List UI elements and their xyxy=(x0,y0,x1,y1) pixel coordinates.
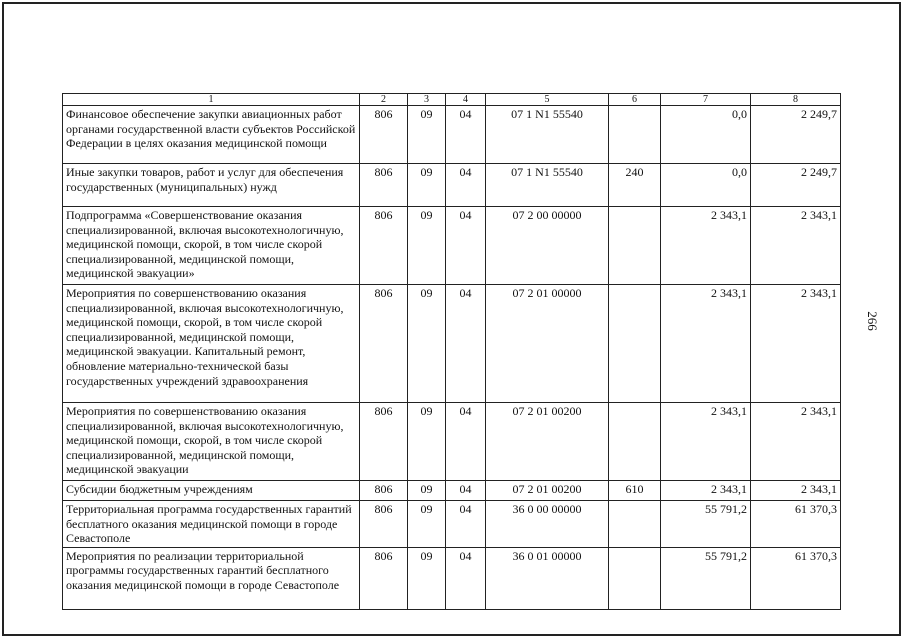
row-name: Мероприятия по реализации территориальной программы государственных гарантий бесплатного оказания медицинской помощи в городе Севастополе xyxy=(63,547,360,609)
row-col-2: 806 xyxy=(360,547,408,609)
row-name: Территориальная программа государственных гарантий бесплатного оказания медицинской помощи в городе Севастополе xyxy=(63,501,360,548)
row-col-3: 09 xyxy=(408,547,446,609)
page-number: 266 xyxy=(864,311,880,331)
row-col-3: 09 xyxy=(408,207,446,285)
row-col-7: 55 791,2 xyxy=(661,547,751,609)
table-row xyxy=(63,481,841,501)
row-col-4: 04 xyxy=(446,403,486,481)
row-col-4: 04 xyxy=(446,106,486,164)
row-col-2: 806 xyxy=(360,164,408,207)
row-col-7: 2 343,1 xyxy=(661,285,751,403)
row-col-4: 04 xyxy=(446,501,486,548)
row-col-8: 2 343,1 xyxy=(751,207,841,285)
row-col-2: 806 xyxy=(360,207,408,285)
table-row xyxy=(63,403,841,481)
row-col-5: 07 2 01 00000 xyxy=(486,285,609,403)
row-col-7: 55 791,2 xyxy=(661,501,751,548)
row-col-4: 04 xyxy=(446,164,486,207)
row-col-3: 09 xyxy=(408,164,446,207)
row-name: Мероприятия по совершенствованию оказания специализированной, включая высокотехнологичную, медицинской помощи, скорой, в том числе скорой специализированной, медицинской помощи, медицинской эвакуации. Капитальный ремонт, обновление материально-технической базы государственных учреждений здравоохранения xyxy=(63,285,360,403)
row-col-3: 09 xyxy=(408,285,446,403)
row-col-8: 2 343,1 xyxy=(751,285,841,403)
row-col-6: 240 xyxy=(609,164,661,207)
row-col-8: 61 370,3 xyxy=(751,501,841,548)
row-name: Субсидии бюджетным учреждениям xyxy=(63,481,360,501)
row-col-8: 2 343,1 xyxy=(751,481,841,501)
row-col-6 xyxy=(609,207,661,285)
row-name: Иные закупки товаров, работ и услуг для обеспечения государственных (муниципальных) нужд xyxy=(63,164,360,207)
row-col-4: 04 xyxy=(446,285,486,403)
row-name: Мероприятия по совершенствованию оказания специализированной, включая высокотехнологичную, медицинской помощи, скорой, в том числе скорой специализированной, медицинской помощи, медицинской эвакуации xyxy=(63,403,360,481)
row-col-8: 2 249,7 xyxy=(751,106,841,164)
row-col-2: 806 xyxy=(360,285,408,403)
row-col-2: 806 xyxy=(360,403,408,481)
header-col-3: 3 xyxy=(408,94,446,106)
table-row xyxy=(63,285,841,403)
row-col-4: 04 xyxy=(446,481,486,501)
row-col-5: 36 0 01 00000 xyxy=(486,547,609,609)
row-col-8: 2 249,7 xyxy=(751,164,841,207)
header-col-1: 1 xyxy=(63,94,360,106)
budget-table xyxy=(62,93,841,610)
row-col-6 xyxy=(609,403,661,481)
row-col-4: 04 xyxy=(446,207,486,285)
table-row xyxy=(63,501,841,548)
row-col-8: 2 343,1 xyxy=(751,403,841,481)
row-col-2: 806 xyxy=(360,106,408,164)
row-col-5: 07 2 01 00200 xyxy=(486,481,609,501)
table-row xyxy=(63,164,841,207)
header-col-5: 5 xyxy=(486,94,609,106)
row-name: Финансовое обеспечение закупки авиационных работ органами государственной власти субъектов Российской Федерации в целях оказания медицинской помощи xyxy=(63,106,360,164)
row-col-2: 806 xyxy=(360,481,408,501)
row-col-7: 2 343,1 xyxy=(661,481,751,501)
row-col-5: 07 1 N1 55540 xyxy=(486,106,609,164)
row-col-7: 2 343,1 xyxy=(661,403,751,481)
header-row xyxy=(63,94,841,106)
row-col-6: 610 xyxy=(609,481,661,501)
row-col-7: 0,0 xyxy=(661,106,751,164)
table-row xyxy=(63,547,841,609)
row-col-4: 04 xyxy=(446,547,486,609)
row-col-5: 07 2 00 00000 xyxy=(486,207,609,285)
row-col-6 xyxy=(609,285,661,403)
header-col-6: 6 xyxy=(609,94,661,106)
row-col-6 xyxy=(609,501,661,548)
row-col-6 xyxy=(609,106,661,164)
row-col-5: 07 2 01 00200 xyxy=(486,403,609,481)
row-name: Подпрограмма «Совершенствование оказания специализированной, включая высокотехнологичную, медицинской помощи, скорой, в том числе скорой специализированной, медицинской помощи, медицинской эвакуации» xyxy=(63,207,360,285)
row-col-3: 09 xyxy=(408,501,446,548)
row-col-3: 09 xyxy=(408,106,446,164)
table-row xyxy=(63,106,841,164)
row-col-2: 806 xyxy=(360,501,408,548)
row-col-5: 36 0 00 00000 xyxy=(486,501,609,548)
header-col-8: 8 xyxy=(751,94,841,106)
header-col-7: 7 xyxy=(661,94,751,106)
row-col-5: 07 1 N1 55540 xyxy=(486,164,609,207)
row-col-7: 2 343,1 xyxy=(661,207,751,285)
header-col-2: 2 xyxy=(360,94,408,106)
row-col-3: 09 xyxy=(408,403,446,481)
header-col-4: 4 xyxy=(446,94,486,106)
row-col-3: 09 xyxy=(408,481,446,501)
row-col-6 xyxy=(609,547,661,609)
table-row xyxy=(63,207,841,285)
row-col-8: 61 370,3 xyxy=(751,547,841,609)
row-col-7: 0,0 xyxy=(661,164,751,207)
